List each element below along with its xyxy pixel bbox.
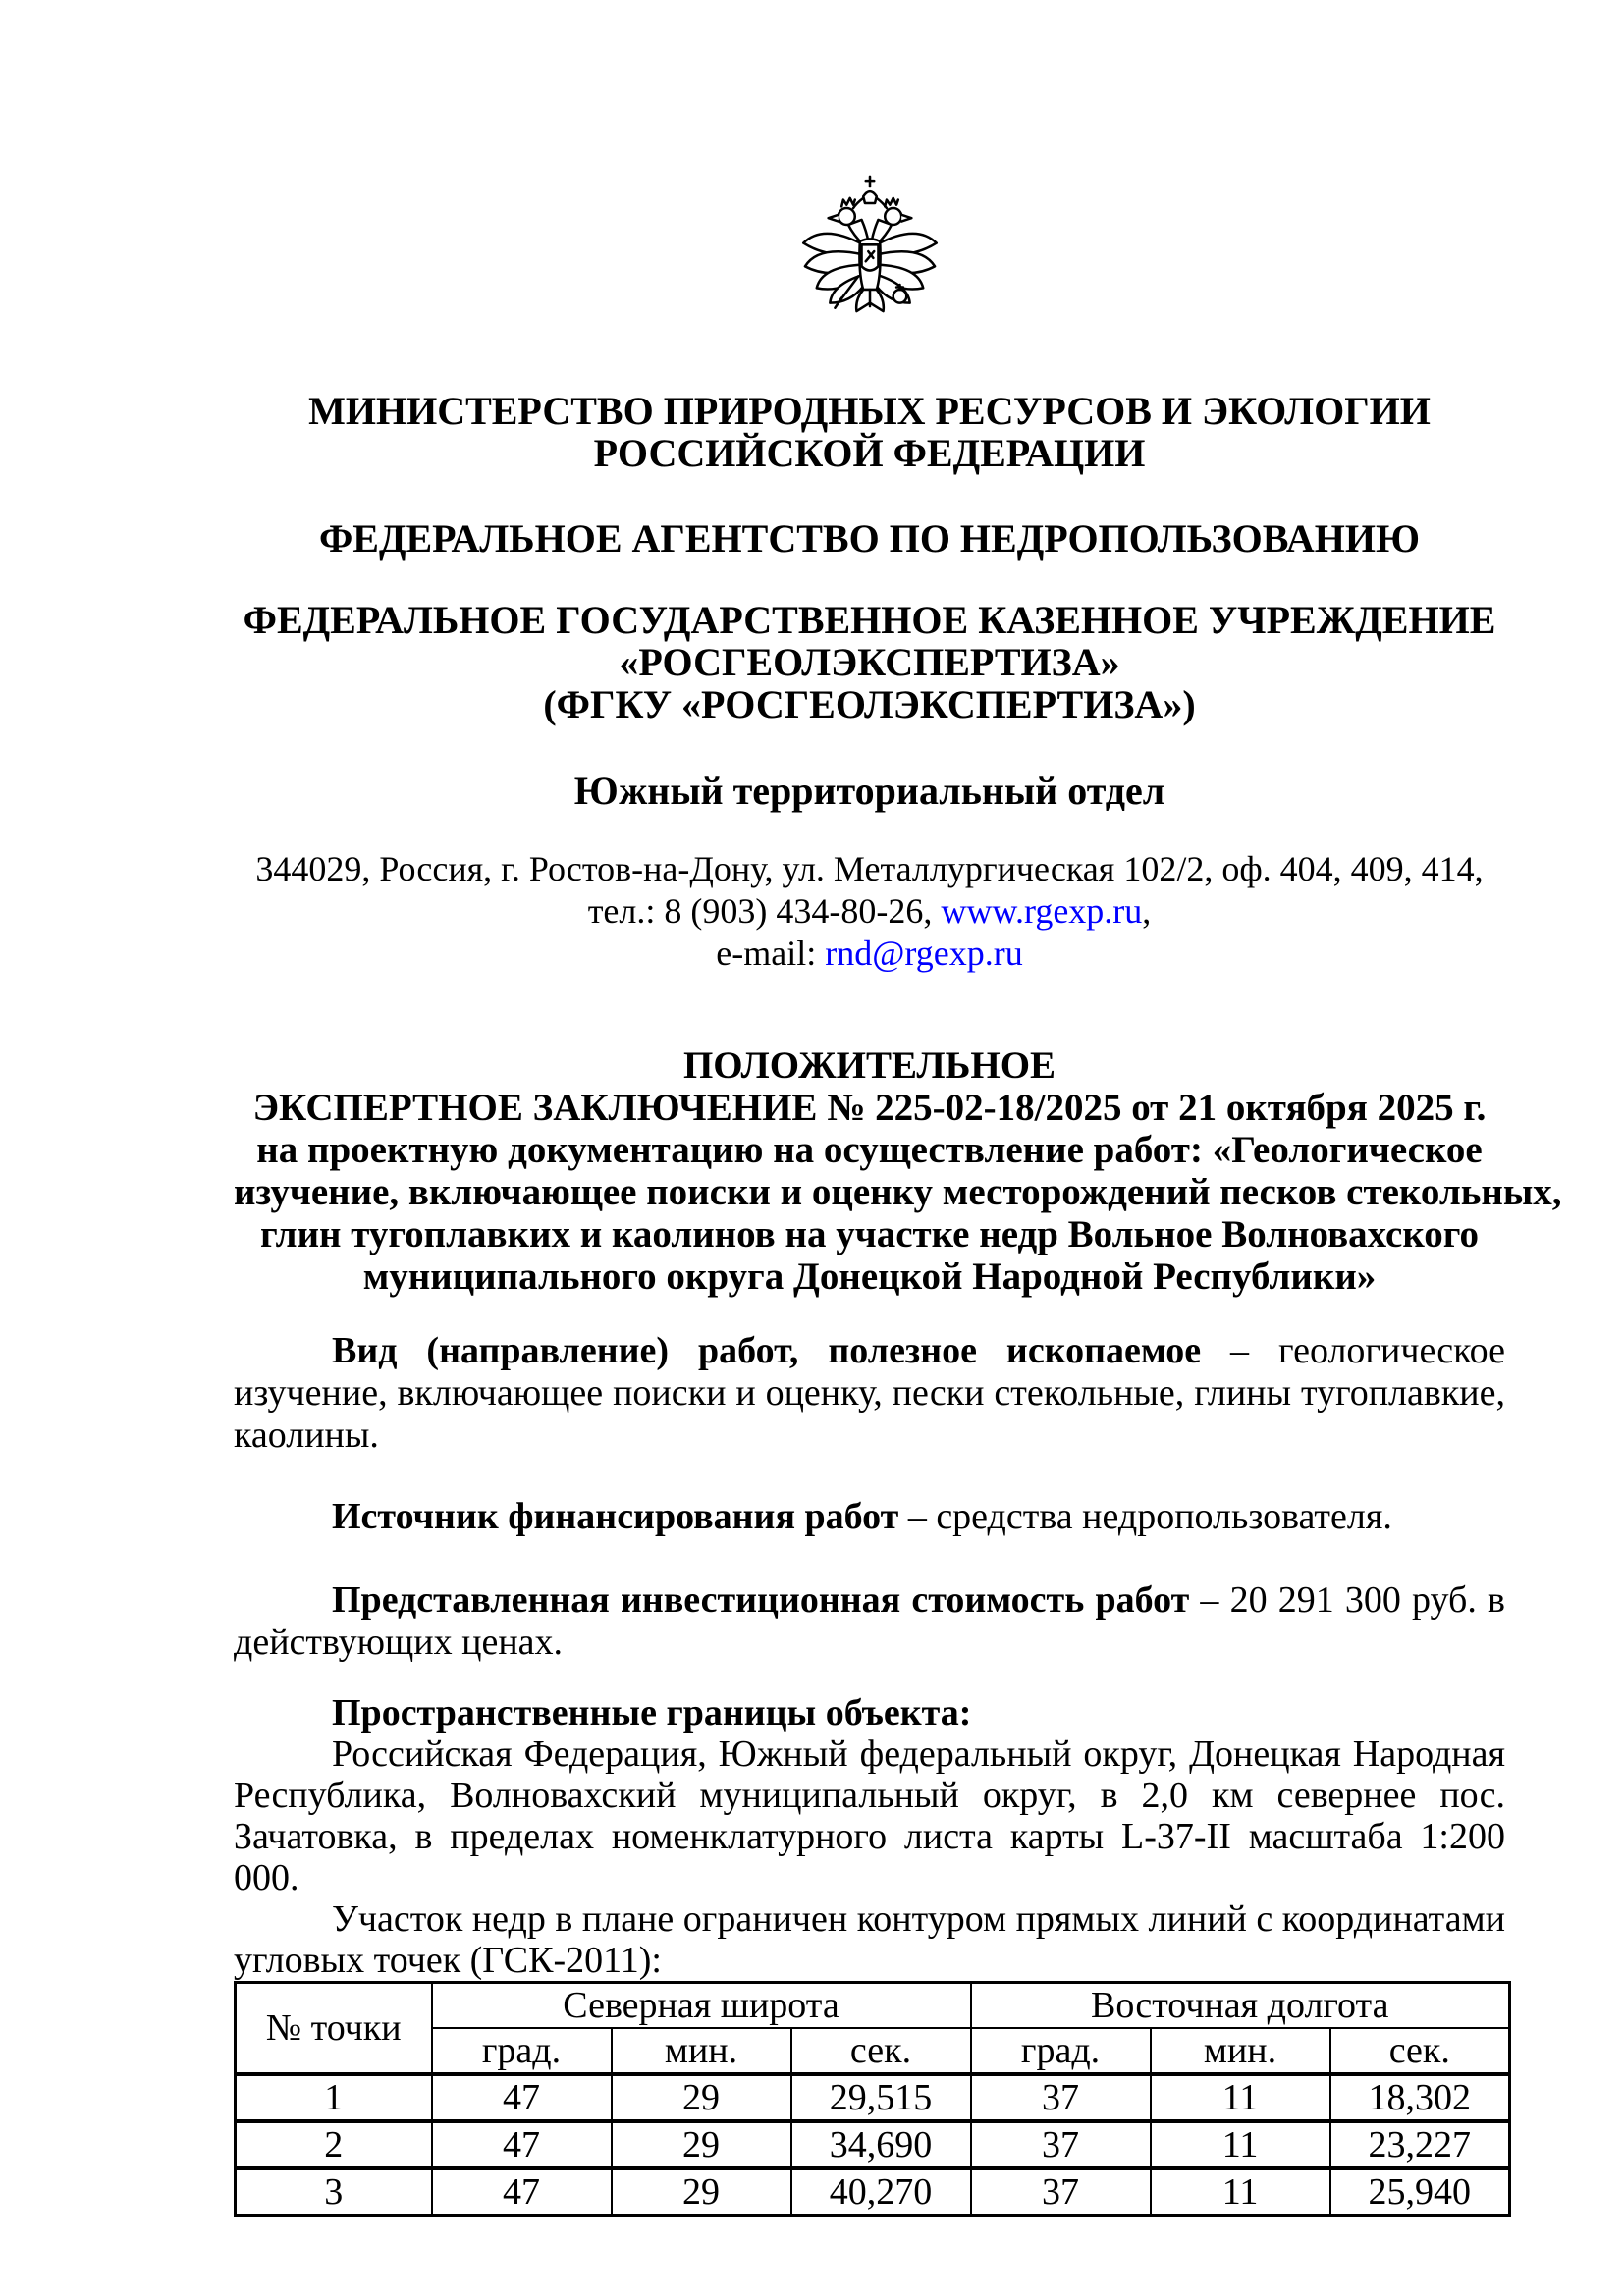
email-link[interactable]: rnd@rgexp.ru (825, 934, 1023, 973)
email-line (234, 933, 1505, 975)
emblem-container (786, 165, 953, 328)
boundaries-section (234, 1692, 1505, 1981)
boundaries-heading: Пространственные границы объекта: (332, 1692, 972, 1734)
coord-cell: 37 (971, 2168, 1151, 2216)
cost-label: Представленная инвестиционная стоимость работ (332, 1579, 1190, 1621)
institution-name (234, 599, 1505, 725)
document-title (234, 1044, 1562, 1298)
coord-cell: 29 (612, 2121, 791, 2168)
point-number-header: № точки (236, 1983, 432, 2075)
title-line: глин тугоплавких и каолинов на участке недр Вольное Волновахского (259, 1213, 1480, 1255)
coord-cell: 29 (612, 2168, 791, 2216)
lon-sec-header: сек. (1330, 2028, 1510, 2074)
coord-cell: 1 (236, 2074, 432, 2121)
ministry-line-2: РОССИЙСКОЙ ФЕДЕРАЦИИ (593, 431, 1146, 475)
institution-line-1: ФЕДЕРАЛЬНОЕ ГОСУДАРСТВЕННОЕ КАЗЕННОЕ УЧРЕЖДЕНИЕ (243, 598, 1496, 642)
coord-cell: 25,940 (1330, 2168, 1510, 2216)
table-row (236, 2168, 1510, 2216)
website-link[interactable]: www.rgexp.ru (941, 891, 1143, 931)
title-line: ПОЛОЖИТЕЛЬНОЕ (682, 1044, 1056, 1087)
table-row (236, 2074, 1510, 2121)
table-row (236, 2121, 1510, 2168)
funding-label: Источник финансирования работ (332, 1496, 899, 1537)
ministry-line-1: МИНИСТЕРСТВО ПРИРОДНЫХ РЕСУРСОВ И ЭКОЛОГИИ (308, 389, 1431, 433)
coord-cell: 18,302 (1330, 2074, 1510, 2121)
coordinates-table (234, 1981, 1511, 2217)
coord-cell: 47 (432, 2074, 612, 2121)
coord-cell: 40,270 (791, 2168, 971, 2216)
contact-block (234, 848, 1505, 975)
address-line: 344029, Россия, г. Ростов-на-Дону, ул. Металлургическая 102/2, оф. 404, 409, 414, (255, 849, 1484, 888)
cost-text: – 20 291 300 руб. в действующих ценах. (234, 1579, 1505, 1663)
funding-paragraph (234, 1496, 1505, 1538)
work-type-paragraph (234, 1330, 1505, 1457)
coord-cell: 11 (1151, 2168, 1330, 2216)
lon-deg-header: град. (971, 2028, 1151, 2074)
email-label: e-mail: (716, 934, 826, 973)
phone-line (234, 890, 1505, 933)
longitude-header: Восточная долгота (971, 1983, 1510, 2029)
latitude-header: Северная широта (432, 1983, 971, 2029)
coord-cell: 11 (1151, 2121, 1330, 2168)
boundaries-text: Российская Федерация, Южный федеральный округ, Донецкая Народная Республика, Волновахский муниципальный округ, в 2,0 км севернее пос. Зачатовка, в пределах номенклатурного листа карты L-37-II масштаба 1:200 000. (234, 1734, 1505, 1898)
title-line: на проектную документацию на осуществление работ: «Геологическое (256, 1129, 1483, 1171)
work-type-label: Вид (направление) работ, полезное ископаемое (332, 1330, 1202, 1371)
department-name: Южный территориальный отдел (573, 769, 1165, 813)
coord-cell: 11 (1151, 2074, 1330, 2121)
coord-cell: 2 (236, 2121, 432, 2168)
cost-paragraph (234, 1579, 1505, 1664)
work-type-text: – геологическое изучение, включающее поиски и оценку, пески стекольные, глины тугоплавкие, каолины. (234, 1330, 1505, 1456)
coord-cell: 34,690 (791, 2121, 971, 2168)
lat-deg-header: град. (432, 2028, 612, 2074)
phone-text: тел.: 8 (903) 434-80-26, (587, 891, 942, 931)
institution-line-3: (ФГКУ «РОСГЕОЛЭКСПЕРТИЗА») (543, 682, 1196, 726)
coord-cell: 47 (432, 2121, 612, 2168)
title-line: муниципального округа Донецкой Народной Республики» (362, 1255, 1377, 1298)
lat-sec-header: сек. (791, 2028, 971, 2074)
agency-name: ФЕДЕРАЛЬНОЕ АГЕНТСТВО ПО НЕДРОПОЛЬЗОВАНИЮ (318, 516, 1421, 561)
funding-text: – средства недропользователя. (898, 1496, 1392, 1537)
table-group-header-row (236, 1983, 1510, 2029)
website-comma: , (1142, 891, 1152, 931)
coord-cell: 29 (612, 2074, 791, 2121)
title-line: ЭКСПЕРТНОЕ ЗАКЛЮЧЕНИЕ № 225-02-18/2025 от 21 октября 2025 г. (252, 1087, 1487, 1129)
title-line: изучение, включающее поиски и оценку месторождений песков стекольных, (234, 1171, 1562, 1213)
double-headed-eagle-icon (786, 165, 953, 328)
coord-cell: 37 (971, 2121, 1151, 2168)
lon-min-header: мин. (1151, 2028, 1330, 2074)
coord-cell: 23,227 (1330, 2121, 1510, 2168)
coord-cell: 3 (236, 2168, 432, 2216)
contour-text: Участок недр в плане ограничен контуром прямых линий с координатами угловых точек (ГСК-2011): (234, 1898, 1505, 1981)
lat-min-header: мин. (612, 2028, 791, 2074)
ministry-name (234, 390, 1505, 474)
coord-cell: 47 (432, 2168, 612, 2216)
coord-cell: 37 (971, 2074, 1151, 2121)
institution-line-2: «РОСГЕОЛЭКСПЕРТИЗА» (619, 640, 1120, 684)
coord-cell: 29,515 (791, 2074, 971, 2121)
